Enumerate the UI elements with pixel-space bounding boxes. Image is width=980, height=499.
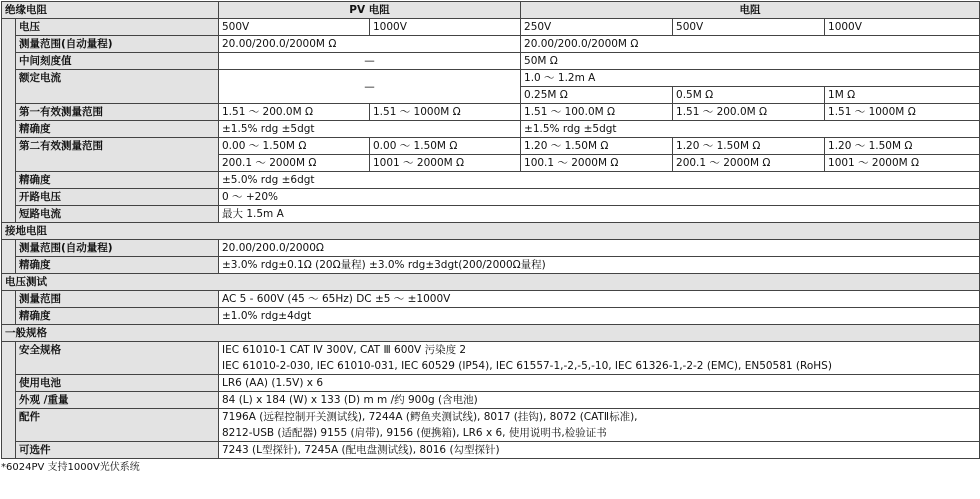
- indent-cell: [2, 121, 16, 138]
- range-label: 测量范围(自动量程): [16, 36, 219, 53]
- voltage-test-header-row: [2, 274, 980, 291]
- first-range-value: 1.51 ～ 1000M Ω: [370, 104, 521, 121]
- voltage-value: 1000V: [370, 19, 521, 36]
- voltage-test-section-title: 电压测试: [2, 274, 980, 291]
- open-voltage-label: 开路电压: [16, 189, 219, 206]
- indent-cell: [2, 138, 16, 155]
- second-range-value: 200.1 ～ 2000M Ω: [219, 155, 370, 172]
- accessories-value-line2: 8212-USB (适配器) 9155 (肩带), 9156 (便携箱), LR6 x 6, 使用说明书,检验证书: [219, 425, 980, 442]
- options-label: 可选件: [16, 442, 219, 459]
- rated-value: 1M Ω: [825, 87, 980, 104]
- indent-cell: [2, 189, 16, 206]
- safety-value-line1: IEC 61010-1 CAT Ⅳ 300V, CAT Ⅲ 600V 污染度 2: [219, 342, 980, 359]
- first-range-row: [2, 104, 980, 121]
- indent-cell: [2, 442, 16, 459]
- rated-value: 0.5M Ω: [673, 87, 825, 104]
- first-range-label: 第一有效测量范围: [16, 104, 219, 121]
- voltage-test-accuracy-value: ±1.0% rdg±4dgt: [219, 308, 980, 325]
- indent-cell: [2, 257, 16, 274]
- indent-cell: [2, 155, 16, 172]
- accuracy-label: 精确度: [16, 172, 219, 189]
- voltage-test-accuracy-label: 精确度: [16, 308, 219, 325]
- general-section-title: 一般规格: [2, 325, 980, 342]
- rated-current-label: 额定电流: [16, 70, 219, 104]
- mid-scale-pv-value: —: [219, 53, 521, 70]
- indent-cell: [2, 425, 16, 442]
- second-range-value: 100.1 ～ 2000M Ω: [521, 155, 673, 172]
- range-pv-value: 20.00/200.0/2000M Ω: [219, 36, 521, 53]
- size-row: [2, 392, 980, 409]
- mid-scale-label: 中间刻度值: [16, 53, 219, 70]
- general-header-row: [2, 325, 980, 342]
- indent-cell: [2, 172, 16, 189]
- accuracy-2-row: [2, 172, 980, 189]
- second-range-value: 1.20 ～ 1.50M Ω: [825, 138, 980, 155]
- rated-current-row: [2, 70, 980, 87]
- voltage-test-range-label: 测量范围: [16, 291, 219, 308]
- insulation-header-row: [2, 2, 980, 19]
- indent-cell: [2, 19, 16, 36]
- mid-scale-row: [2, 53, 980, 70]
- accuracy-label: 精确度: [16, 121, 219, 138]
- earth-section-title: 接地电阻: [2, 223, 980, 240]
- second-range-value: 1.20 ～ 1.50M Ω: [521, 138, 673, 155]
- size-value: 84 (L) x 184 (W) x 133 (D) m m /约 900g (含电池): [219, 392, 980, 409]
- battery-row: [2, 375, 980, 392]
- second-range-value: 200.1 ～ 2000M Ω: [673, 155, 825, 172]
- indent-cell: [2, 358, 16, 375]
- voltage-value: 250V: [521, 19, 673, 36]
- accuracy-pv-value: ±1.5% rdg ±5dgt: [219, 121, 521, 138]
- options-row: [2, 442, 980, 459]
- earth-range-row: [2, 240, 980, 257]
- footnote: *6024PV 支持1000V光伏系统: [1, 462, 140, 473]
- first-range-value: 1.51 ～ 100.0M Ω: [521, 104, 673, 121]
- second-range-value: 1001 ～ 2000M Ω: [825, 155, 980, 172]
- safety-label: 安全规格: [16, 342, 219, 375]
- earth-accuracy-row: [2, 257, 980, 274]
- earth-header-row: [2, 223, 980, 240]
- earth-range-value: 20.00/200.0/2000Ω: [219, 240, 980, 257]
- short-current-value: 最大 1.5m A: [219, 206, 980, 223]
- resistance-header: 电阻: [521, 2, 980, 19]
- first-range-value: 1.51 ～ 1000M Ω: [825, 104, 980, 121]
- rated-current-pv-value: —: [219, 70, 521, 104]
- voltage-value: 500V: [219, 19, 370, 36]
- first-range-value: 1.51 ～ 200.0M Ω: [673, 104, 825, 121]
- mid-scale-res-value: 50M Ω: [521, 53, 980, 70]
- accuracy-1-row: [2, 121, 980, 138]
- second-range-value: 0.00 ～ 1.50M Ω: [219, 138, 370, 155]
- voltage-test-range-row: [2, 291, 980, 308]
- indent-cell: [2, 342, 16, 359]
- voltage-test-accuracy-row: [2, 308, 980, 325]
- accuracy-value: ±5.0% rdg ±6dgt: [219, 172, 980, 189]
- open-voltage-row: [2, 189, 980, 206]
- indent-cell: [2, 206, 16, 223]
- accessories-value-line1: 7196A (远程控制开关测试线), 7244A (鳄鱼夹测试线), 8017 (挂钩), 8072 (CATⅡ标准),: [219, 409, 980, 426]
- battery-label: 使用电池: [16, 375, 219, 392]
- accuracy-res-value: ±1.5% rdg ±5dgt: [521, 121, 980, 138]
- second-range-row: [2, 138, 980, 155]
- safety-row: [2, 342, 980, 359]
- pv-resistance-header: PV 电阻: [219, 2, 521, 19]
- voltage-test-range-value: AC 5 - 600V (45 ～ 65Hz) DC ±5 ～ ±1000V: [219, 291, 980, 308]
- accessories-label: 配件: [16, 409, 219, 442]
- indent-cell: [2, 409, 16, 426]
- short-current-label: 短路电流: [16, 206, 219, 223]
- indent-cell: [2, 291, 16, 308]
- indent-cell: [2, 240, 16, 257]
- earth-accuracy-label: 精确度: [16, 257, 219, 274]
- voltage-row: [2, 19, 980, 36]
- indent-cell: [2, 87, 16, 104]
- safety-value-line2: IEC 61010-2-030, IEC 61010-031, IEC 60529 (IP54), IEC 61557-1,-2,-5,-10, IEC 61326-1,-2-2 (EMC), EN50581 (RoHS): [219, 358, 980, 375]
- indent-cell: [2, 308, 16, 325]
- second-range-label: 第二有效测量范围: [16, 138, 219, 172]
- second-range-value: 1001 ～ 2000M Ω: [370, 155, 521, 172]
- indent-cell: [2, 375, 16, 392]
- accessories-row: [2, 409, 980, 426]
- earth-accuracy-value: ±3.0% rdg±0.1Ω (20Ω量程) ±3.0% rdg±3dgt(200/2000Ω量程): [219, 257, 980, 274]
- spec-table: [1, 1, 980, 459]
- indent-cell: [2, 104, 16, 121]
- range-row: [2, 36, 980, 53]
- battery-value: LR6 (AA) (1.5V) x 6: [219, 375, 980, 392]
- insulation-section-title: 绝缘电阻: [2, 2, 219, 19]
- rated-value: 0.25M Ω: [521, 87, 673, 104]
- earth-range-label: 测量范围(自动量程): [16, 240, 219, 257]
- size-label: 外观 /重量: [16, 392, 219, 409]
- second-range-value: 1.20 ～ 1.50M Ω: [673, 138, 825, 155]
- indent-cell: [2, 53, 16, 70]
- voltage-value: 1000V: [825, 19, 980, 36]
- first-range-value: 1.51 ～ 200.0M Ω: [219, 104, 370, 121]
- indent-cell: [2, 36, 16, 53]
- voltage-label: 电压: [16, 19, 219, 36]
- indent-cell: [2, 392, 16, 409]
- open-voltage-value: 0 ～ +20%: [219, 189, 980, 206]
- options-value: 7243 (L型探针), 7245A (配电盘测试线), 8016 (勾型探针): [219, 442, 980, 459]
- rated-current-res-value: 1.0 ～ 1.2m A: [521, 70, 980, 87]
- voltage-value: 500V: [673, 19, 825, 36]
- indent-cell: [2, 70, 16, 87]
- second-range-value: 0.00 ～ 1.50M Ω: [370, 138, 521, 155]
- short-current-row: [2, 206, 980, 223]
- range-res-value: 20.00/200.0/2000M Ω: [521, 36, 980, 53]
